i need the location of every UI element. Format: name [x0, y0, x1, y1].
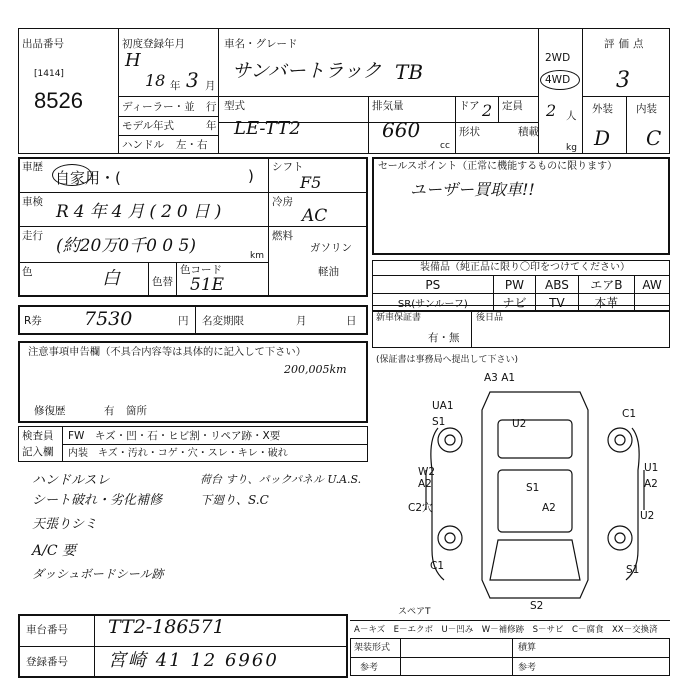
month-unit: 月	[205, 80, 216, 92]
displacement-value: 660	[382, 118, 421, 142]
remark-right-2: 下廻り、S.C	[200, 493, 269, 507]
interior-label: 内装	[636, 103, 657, 115]
kg-unit: kg	[566, 143, 577, 153]
color-code-value: 51E	[190, 275, 225, 295]
era-value: H	[125, 50, 141, 71]
inspector-row-2: 内装 キズ・汚れ・コゲ・穴・スレ・キレ・破れ	[68, 448, 288, 459]
equipment-label: 装備品（純正品に限り〇印をつけてください）	[420, 262, 630, 273]
expiry-month: 月	[296, 315, 307, 327]
fuel-light-oil: 軽油	[318, 266, 339, 278]
handle-label: ハンドル	[122, 139, 164, 151]
equip-tv: TV	[536, 294, 578, 312]
doors-label: ドア	[459, 100, 480, 112]
color-value: 白	[102, 268, 120, 289]
car-name: サンバートラック	[232, 60, 382, 82]
fuel-gasoline: ガソリン	[310, 242, 352, 254]
category-close: )	[248, 167, 254, 185]
chassis-value: TT2-186571	[108, 616, 225, 638]
ac-value: AC	[302, 206, 328, 226]
repair-label: 修復歴	[34, 405, 66, 417]
equip-empty	[635, 294, 670, 312]
shape-label: 形状	[459, 126, 480, 138]
sales-point-label: セールスポイント（正常に機能するものに限ります）	[378, 161, 618, 172]
remark-left-4: A/C 要	[32, 543, 76, 559]
model-year-label: モデル年式	[122, 120, 174, 132]
reg-month: 3	[186, 68, 199, 92]
mileage-label: 走行	[22, 230, 43, 242]
chassis-label: 車台番号	[26, 624, 68, 636]
equip-ps: PS	[373, 276, 494, 294]
warranty-value: 有・無	[428, 332, 460, 344]
exterior-value: D	[594, 126, 611, 150]
lot-sub: [1414]	[34, 69, 64, 79]
repair-value: 有	[104, 405, 115, 417]
inspector-label-2: 記入欄	[22, 446, 54, 458]
mark-w2: W2	[418, 466, 436, 478]
recycle-value: 7530	[84, 308, 133, 330]
mark-u2-top: U2	[512, 418, 527, 430]
recycle-yen: 円	[178, 315, 189, 327]
ac-label: 冷房	[272, 196, 293, 208]
equipment-table	[372, 275, 670, 312]
inspection-value: R4年4月(20日)	[56, 202, 227, 222]
after-label: 後日品	[476, 313, 504, 323]
mark-s1-bottom: S1	[626, 564, 640, 576]
dealer-label: ディーラー・並	[122, 101, 195, 113]
warranty-label: 新車保証書	[376, 313, 422, 323]
km-unit: km	[250, 251, 264, 261]
capacity-value: 2	[546, 101, 557, 120]
fuel-label: 燃料	[272, 230, 293, 242]
equip-abs: ABS	[536, 276, 578, 294]
mark-a2-right: A2	[644, 478, 658, 490]
color-code-label: 色コード	[180, 264, 222, 276]
shift-label: シフト	[272, 161, 304, 173]
diagram-legend: A－キズ E－エクボ U－凹み W－補修跡 S－サビ C－腐食 XX－交換済	[354, 625, 658, 635]
drive-2wd: 2WD	[545, 52, 571, 64]
mark-c1-top: C1	[622, 408, 637, 420]
lot-label: 出品番号	[22, 38, 64, 50]
people-unit: 人	[566, 110, 577, 122]
legend-calc: 積算	[518, 643, 537, 653]
grade: TB	[395, 60, 424, 84]
inspector-row-1: FW キズ・凹・石・ヒビ割・リペア跡・X要	[68, 430, 281, 442]
remark-left-5: ダッシュボードシール跡	[32, 567, 164, 581]
handle-value: 左・右	[176, 139, 208, 151]
remark-left-1: ハンドルスレ	[32, 473, 110, 488]
mark-a2-left: A2	[418, 478, 432, 490]
repair-places: 箇所	[126, 405, 147, 417]
expiry-day: 日	[346, 315, 357, 327]
inspection-label: 車検	[22, 196, 43, 208]
registration-label: 登録番号	[26, 656, 68, 668]
dealer-unit: 行	[206, 101, 217, 113]
mark-c1-bottom: C1	[430, 560, 445, 572]
mark-u2-right: U2	[640, 510, 655, 522]
recycle-label: R券	[24, 315, 42, 327]
interior-value: C	[646, 126, 662, 150]
lot-number: 8526	[34, 88, 83, 113]
registration-value: 宮崎 41 12 6960	[108, 650, 279, 671]
cc-unit: cc	[440, 141, 450, 151]
equip-navi: ナビ	[493, 294, 536, 312]
mark-s1-top: S1	[432, 416, 446, 428]
category-label: 車歴	[22, 161, 43, 173]
legend-ref-2: 参考	[518, 663, 537, 673]
first-reg-label: 初度登録年月	[122, 38, 185, 50]
notes-label: 注意事項申告欄（不具合内容等は具体的に記入して下さい）	[28, 346, 307, 358]
mark-u1: U1	[644, 462, 659, 474]
mark-s1-mid: S1	[526, 482, 540, 494]
expiry-label: 名変期限	[202, 315, 244, 327]
diagram-note: (保証書は事務局へ提出して下さい)	[376, 355, 519, 365]
legend-body-type: 架装形式	[354, 643, 391, 653]
displacement-label: 排気量	[372, 100, 404, 112]
equip-pw: PW	[493, 276, 536, 294]
mark-ua1: UA1	[432, 400, 454, 412]
mark-s2: S2	[530, 600, 544, 612]
capacity-label: 定員	[502, 100, 523, 112]
type-value: LE-TT2	[234, 118, 301, 139]
year-unit: 年	[170, 80, 181, 92]
equip-leather: 本革	[578, 294, 635, 312]
score-label: 評価点	[604, 38, 648, 50]
model-year-unit: 年	[206, 120, 217, 132]
notes-value: 200,005km	[284, 363, 347, 376]
recycle-box	[18, 305, 368, 335]
equip-airbag: エアB	[578, 276, 635, 294]
header-box	[18, 28, 670, 154]
color-label: 色	[22, 266, 33, 278]
mark-c2-hole: C2穴	[408, 502, 433, 514]
color-change-label: 色替	[152, 276, 173, 288]
reg-year: 18	[145, 71, 166, 90]
doors-value: 2	[482, 101, 493, 120]
mark-a3a1: A3 A1	[484, 372, 516, 384]
name-label: 車名・グレード	[224, 38, 298, 50]
mark-a2-mid: A2	[542, 502, 556, 514]
sales-point-value: ユーザー買取車!!	[410, 180, 535, 199]
exterior-label: 外装	[592, 103, 613, 115]
shift-value: F5	[300, 173, 322, 192]
type-label: 型式	[224, 100, 245, 112]
drive-4wd: 4WD	[545, 74, 571, 86]
inspector-label-1: 検査員	[22, 430, 54, 442]
category-value: 自家用・(	[55, 169, 121, 187]
equip-sr: SR(サンルーフ)	[373, 294, 494, 312]
remark-left-2: シート破れ・劣化補修	[32, 493, 163, 508]
mileage-value: (約20万0千0 0 5)	[56, 236, 196, 256]
mark-spare-tire: スペアT	[398, 607, 431, 617]
legend-ref-1: 参考	[360, 663, 379, 673]
remark-right-1: 荷台 すり、パックパネル U.A.S.	[200, 473, 362, 486]
score-value: 3	[616, 68, 630, 93]
equip-aw: AW	[635, 276, 670, 294]
load-label: 積載	[518, 126, 539, 138]
remark-left-3: 天張りシミ	[32, 517, 98, 532]
